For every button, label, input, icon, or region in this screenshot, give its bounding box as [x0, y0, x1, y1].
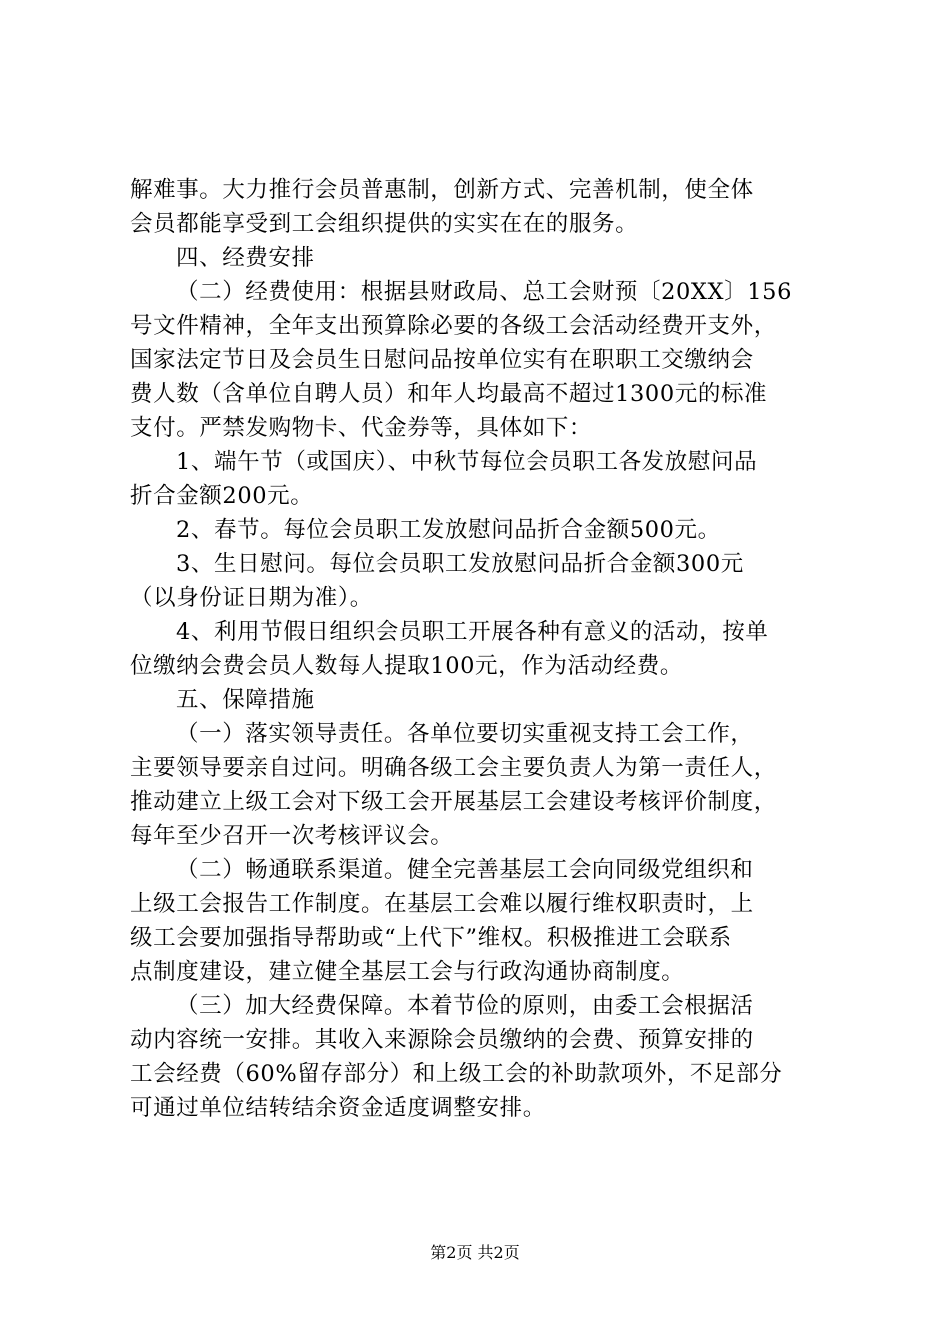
text-line: （二）经费使用：根据县财政局、总工会财预〔20XX〕156 [176, 279, 793, 305]
text-line: （以身份证日期为准）。 [130, 585, 373, 611]
section-heading: 五、保障措施 [176, 687, 315, 713]
text-line: 推动建立上级工会对下级工会开展基层工会建设考核评价制度， [130, 789, 777, 815]
text-line: 解难事。大力推行会员普惠制，创新方式、完善机制，使全体 [130, 177, 754, 203]
text-line: （三）加大经费保障。本着节俭的原则，由委工会根据活 [176, 993, 754, 1019]
text-line: 号文件精神，全年支出预算除必要的各级工会活动经费开支外， [130, 313, 777, 339]
text-line: 支付。严禁发购物卡、代金券等，具体如下： [130, 415, 593, 441]
text-line: 会员都能享受到工会组织提供的实实在在的服务。 [130, 211, 639, 237]
text-line: 可通过单位结转结余资金适度调整安排。 [130, 1095, 546, 1121]
list-item: 4、利用节假日组织会员职工开展各种有意义的活动，按单 [176, 619, 769, 645]
text-line: 级工会要加强指导帮助或“上代下”维权。积极推进工会联系 [130, 925, 732, 951]
page-footer: 第2页 共2页 [430, 1243, 520, 1262]
text-line: 每年至少召开一次考核评议会。 [130, 823, 454, 849]
text-line: 国家法定节日及会员生日慰问品按单位实有在职职工交缴纳会 [130, 347, 754, 373]
text-line: 费人数（含单位自聘人员）和年人均最高不超过1300元的标准 [130, 381, 768, 407]
list-item: 3、生日慰问。每位会员职工发放慰问品折合金额300元 [176, 551, 744, 577]
text-line: 折合金额200元。 [130, 483, 314, 509]
text-line: 上级工会报告工作制度。在基层工会难以履行维权职责时，上 [130, 891, 754, 917]
list-item: 2、春节。每位会员职工发放慰问品折合金额500元。 [176, 517, 721, 543]
text-line: 主要领导要亲自过问。明确各级工会主要负责人为第一责任人， [130, 755, 777, 781]
text-line: 工会经费（60%留存部分）和上级工会的补助款项外，不足部分 [130, 1061, 783, 1087]
text-line: 动内容统一安排。其收入来源除会员缴纳的会费、预算安排的 [130, 1027, 754, 1053]
text-line: （二）畅通联系渠道。健全完善基层工会向同级党组织和 [176, 857, 754, 883]
list-item: 1、端午节（或国庆）、中秋节每位会员职工各发放慰问品 [176, 449, 758, 475]
text-line: （一）落实领导责任。各单位要切实重视支持工会工作， [176, 721, 754, 747]
text-line: 位缴纳会费会员人数每人提取100元，作为活动经费。 [130, 653, 683, 679]
section-heading: 四、经费安排 [176, 245, 315, 271]
text-line: 点制度建设，建立健全基层工会与行政沟通协商制度。 [130, 959, 685, 985]
